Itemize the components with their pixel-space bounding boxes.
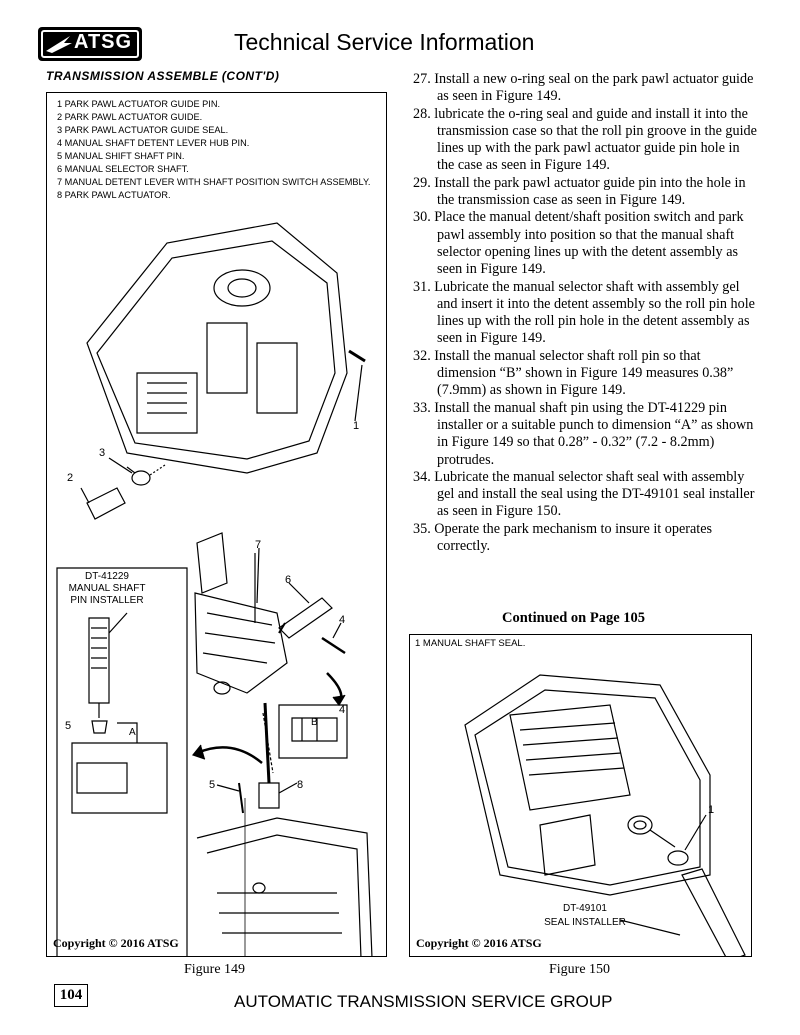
step-item: 35. Operate the park mechanism to insure it operates correctly. (413, 520, 713, 555)
callout-8: 8 (297, 779, 304, 791)
callout-3: 3 (99, 447, 106, 459)
step-item: 31. Lubricate the manual selector shaft with assembly gel and insert it into the detent assembly so the roll pin hole lines up with the roll pin hole in the detent assembly as seen in Figure 149. (413, 278, 755, 347)
logo-emblem-icon (44, 33, 74, 55)
logo-text: ATSG (74, 31, 133, 53)
callout-5-inset: 5 (65, 720, 72, 732)
section-title: TRANSMISSION ASSEMBLE (CONT'D) (46, 69, 280, 83)
step-item: 33. Install the manual shaft pin using the DT-41229 pin installer or a suitable punch to dimension “A” as shown in Figure 149 so that 0.28” - 0.32” (7.2 - 8.2mm) protrudes. (413, 399, 754, 468)
step-item: 32. Install the manual selector shaft roll pin so that dimension “B” shown in Figure 149 measures 0.38” (7.9mm) as shown in Figure 149. (413, 347, 734, 399)
page-title: Technical Service Information (234, 29, 535, 55)
dimension-a-label: A (129, 727, 136, 738)
figure-150-legend: 1 MANUAL SHAFT SEAL. (415, 638, 526, 649)
footer-organization: AUTOMATIC TRANSMISSION SERVICE GROUP (234, 992, 613, 1011)
legend-item: 5 MANUAL SHIFT SHAFT PIN. (57, 151, 185, 161)
callout-7: 7 (255, 539, 262, 551)
tool-label-line: MANUAL SHAFT (68, 583, 146, 594)
figure-149 (46, 92, 387, 957)
callout-4-inset: 4 (339, 704, 346, 716)
legend-item: 4 MANUAL SHAFT DETENT LEVER HUB PIN. (57, 138, 250, 148)
tool-label-line: DT-41229 (85, 571, 129, 582)
step-item: 29. Install the park pawl actuator guide pin into the hole in the transmission case as seen in Figure 149. (413, 174, 746, 209)
callout-1: 1 (708, 804, 715, 816)
step-item: 27. Install a new o-ring seal on the park pawl actuator guide as seen in Figure 149. (413, 71, 754, 105)
figure-150-copyright: Copyright © 2016 ATSG (416, 936, 542, 950)
atsg-logo (38, 27, 142, 61)
legend-item: 8 PARK PAWL ACTUATOR. (57, 190, 171, 200)
step-item: 28. lubricate the o-ring seal and guide and install it into the transmission case so that the roll pin groove in the guide lines up with the park pawl actuator guide pin hole in the case as seen in Figure 149. (413, 105, 757, 174)
figure-149-caption: Figure 149 (184, 962, 246, 977)
legend-item: 2 PARK PAWL ACTUATOR GUIDE. (57, 112, 203, 122)
figure-150-caption: Figure 150 (549, 962, 611, 977)
figure-150 (409, 634, 752, 957)
legend-item: 6 MANUAL SELECTOR SHAFT. (57, 164, 189, 174)
tool-label-line: SEAL INSTALLER (544, 917, 626, 928)
continued-note: Continued on Page 105 (502, 610, 646, 626)
callout-5: 5 (209, 779, 216, 791)
tool-label-line: PIN INSTALLER (70, 595, 144, 606)
dimension-b-label: B (311, 717, 318, 728)
step-item: 34. Lubricate the manual selector shaft seal with assembly gel and install the seal using the DT-49101 seal installer as seen in Figure 150. (413, 468, 755, 520)
legend-item: 3 PARK PAWL ACTUATOR GUIDE SEAL. (57, 125, 229, 135)
callout-1: 1 (353, 420, 360, 432)
callout-2: 2 (67, 472, 74, 484)
step-item: 30. Place the manual detent/shaft position switch and park pawl assembly into position so that the manual shaft selector opening lines up with the detent assembly as seen in Figure 149. (413, 209, 744, 278)
figure-150-illustration (410, 635, 752, 957)
callout-4: 4 (339, 614, 346, 626)
legend-item: 1 PARK PAWL ACTUATOR GUIDE PIN. (57, 99, 221, 109)
callout-6: 6 (285, 574, 292, 586)
figure-149-copyright: Copyright © 2016 ATSG (53, 936, 179, 950)
page-number: 104 (54, 984, 88, 1007)
figure-149-illustration (47, 93, 387, 957)
assembly-steps (413, 71, 758, 555)
tool-label-line: DT-49101 (563, 903, 607, 914)
legend-item: 7 MANUAL DETENT LEVER WITH SHAFT POSITION SWITCH ASSEMBLY. (57, 177, 371, 187)
